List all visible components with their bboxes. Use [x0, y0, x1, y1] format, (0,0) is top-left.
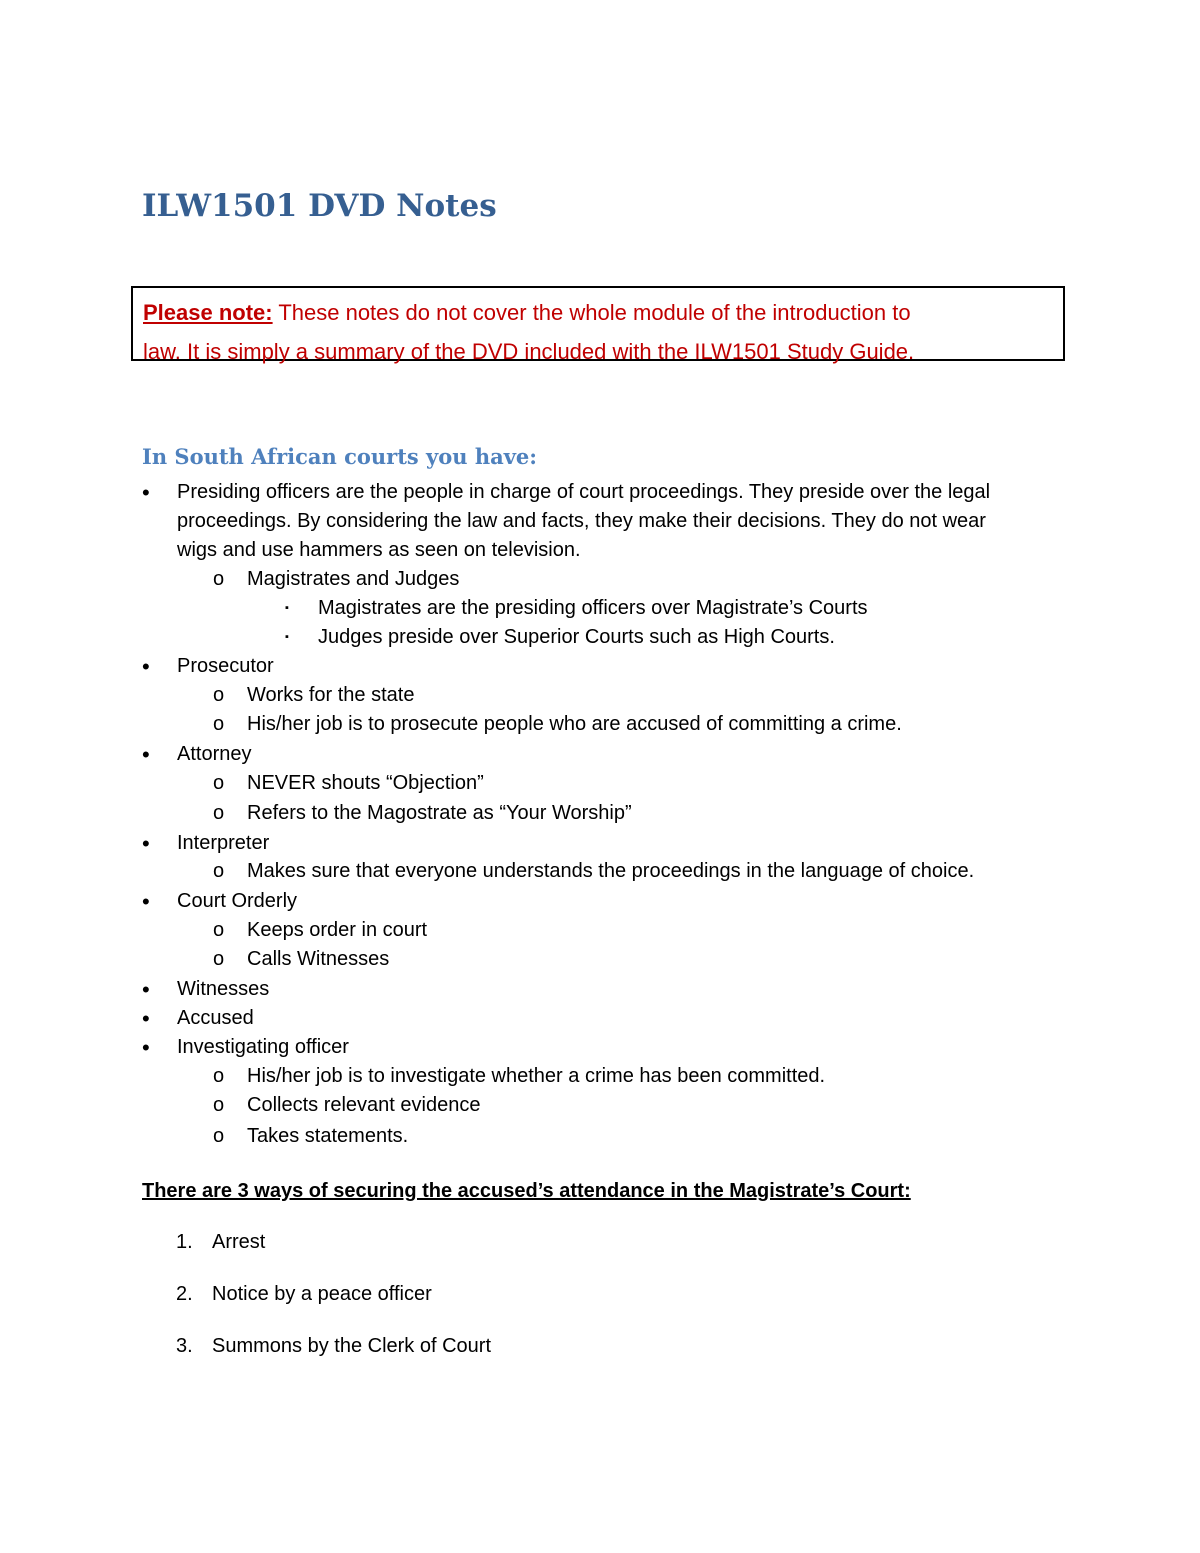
- sub-item-magistrates-judges: Magistrates and Judges: [247, 568, 460, 590]
- sub-item-interpreter-1: Makes sure that everyone understands the proceedings in the language of choice.: [247, 860, 975, 882]
- list-item-presiding-line-2: proceedings. By considering the law and facts, they make their decisions. They do not wear: [177, 510, 986, 532]
- circle-bullet-icon: o: [213, 684, 225, 706]
- numbered-item-marker: 3.: [176, 1335, 193, 1357]
- list-item-presiding-line-3: wigs and use hammers as seen on television.: [177, 539, 581, 561]
- numbered-item-notice: Notice by a peace officer: [212, 1283, 432, 1305]
- list-item-attorney: Attorney: [177, 743, 252, 765]
- bullet-icon: •: [142, 1006, 150, 1031]
- circle-bullet-icon: o: [213, 948, 225, 970]
- bullet-icon: •: [142, 889, 150, 914]
- sub-item-attorney-1: NEVER shouts “Objection”: [247, 772, 484, 794]
- attendance-heading: There are 3 ways of securing the accused’s attendance in the Magistrate’s Court:: [142, 1180, 911, 1202]
- sub-item-investigating-3: Takes statements.: [247, 1125, 409, 1147]
- numbered-item-summons: Summons by the Clerk of Court: [212, 1335, 491, 1357]
- sub-item-investigating-1: His/her job is to investigate whether a crime has been committed.: [247, 1065, 826, 1087]
- document-title: ILW1501 DVD Notes: [142, 188, 497, 224]
- numbered-item-marker: 1.: [176, 1231, 193, 1253]
- circle-bullet-icon: o: [213, 1065, 225, 1087]
- list-item-interpreter: Interpreter: [177, 832, 270, 854]
- sub-sub-item-judges: Judges preside over Superior Courts such as High Courts.: [318, 626, 835, 648]
- sub-item-investigating-2: Collects relevant evidence: [247, 1094, 481, 1116]
- section-heading: In South African courts you have:: [142, 444, 538, 469]
- square-bullet-icon: ▪: [285, 602, 289, 614]
- circle-bullet-icon: o: [213, 1094, 225, 1116]
- circle-bullet-icon: o: [213, 568, 225, 590]
- list-item-court-orderly: Court Orderly: [177, 890, 298, 912]
- bullet-icon: •: [142, 977, 150, 1002]
- sub-item-orderly-1: Keeps order in court: [247, 919, 428, 941]
- bullet-icon: •: [142, 742, 150, 767]
- sub-item-prosecutor-1: Works for the state: [247, 684, 415, 706]
- circle-bullet-icon: o: [213, 919, 225, 941]
- circle-bullet-icon: o: [213, 802, 225, 824]
- numbered-item-arrest: Arrest: [212, 1231, 266, 1253]
- sub-item-attorney-2: Refers to the Magostrate as “Your Worship”: [247, 802, 632, 824]
- list-item-presiding-line-1: Presiding officers are the people in charge of court proceedings. They preside over the legal: [177, 481, 991, 503]
- circle-bullet-icon: o: [213, 772, 225, 794]
- list-item-investigating-officer: Investigating officer: [177, 1036, 349, 1058]
- bullet-icon: •: [142, 1035, 150, 1060]
- circle-bullet-icon: o: [213, 860, 225, 882]
- note-label: Please note:: [143, 300, 273, 325]
- sub-item-prosecutor-2: His/her job is to prosecute people who are accused of committing a crime.: [247, 713, 902, 735]
- bullet-icon: •: [142, 654, 150, 679]
- list-item-witnesses: Witnesses: [177, 978, 270, 1000]
- circle-bullet-icon: o: [213, 1125, 225, 1147]
- bullet-icon: •: [142, 480, 150, 505]
- sub-item-orderly-2: Calls Witnesses: [247, 948, 390, 970]
- note-line-2: law. It is simply a summary of the DVD included with the ILW1501 Study Guide.: [143, 339, 915, 364]
- circle-bullet-icon: o: [213, 713, 225, 735]
- sub-sub-item-magistrates: Magistrates are the presiding officers over Magistrate’s Courts: [318, 597, 868, 619]
- list-item-accused: Accused: [177, 1007, 254, 1029]
- list-item-prosecutor: Prosecutor: [177, 655, 274, 677]
- bullet-icon: •: [142, 831, 150, 856]
- note-box: [131, 286, 1065, 364]
- numbered-item-marker: 2.: [176, 1283, 193, 1305]
- note-line-1: These notes do not cover the whole module of the introduction to: [272, 300, 911, 325]
- square-bullet-icon: ▪: [285, 631, 289, 643]
